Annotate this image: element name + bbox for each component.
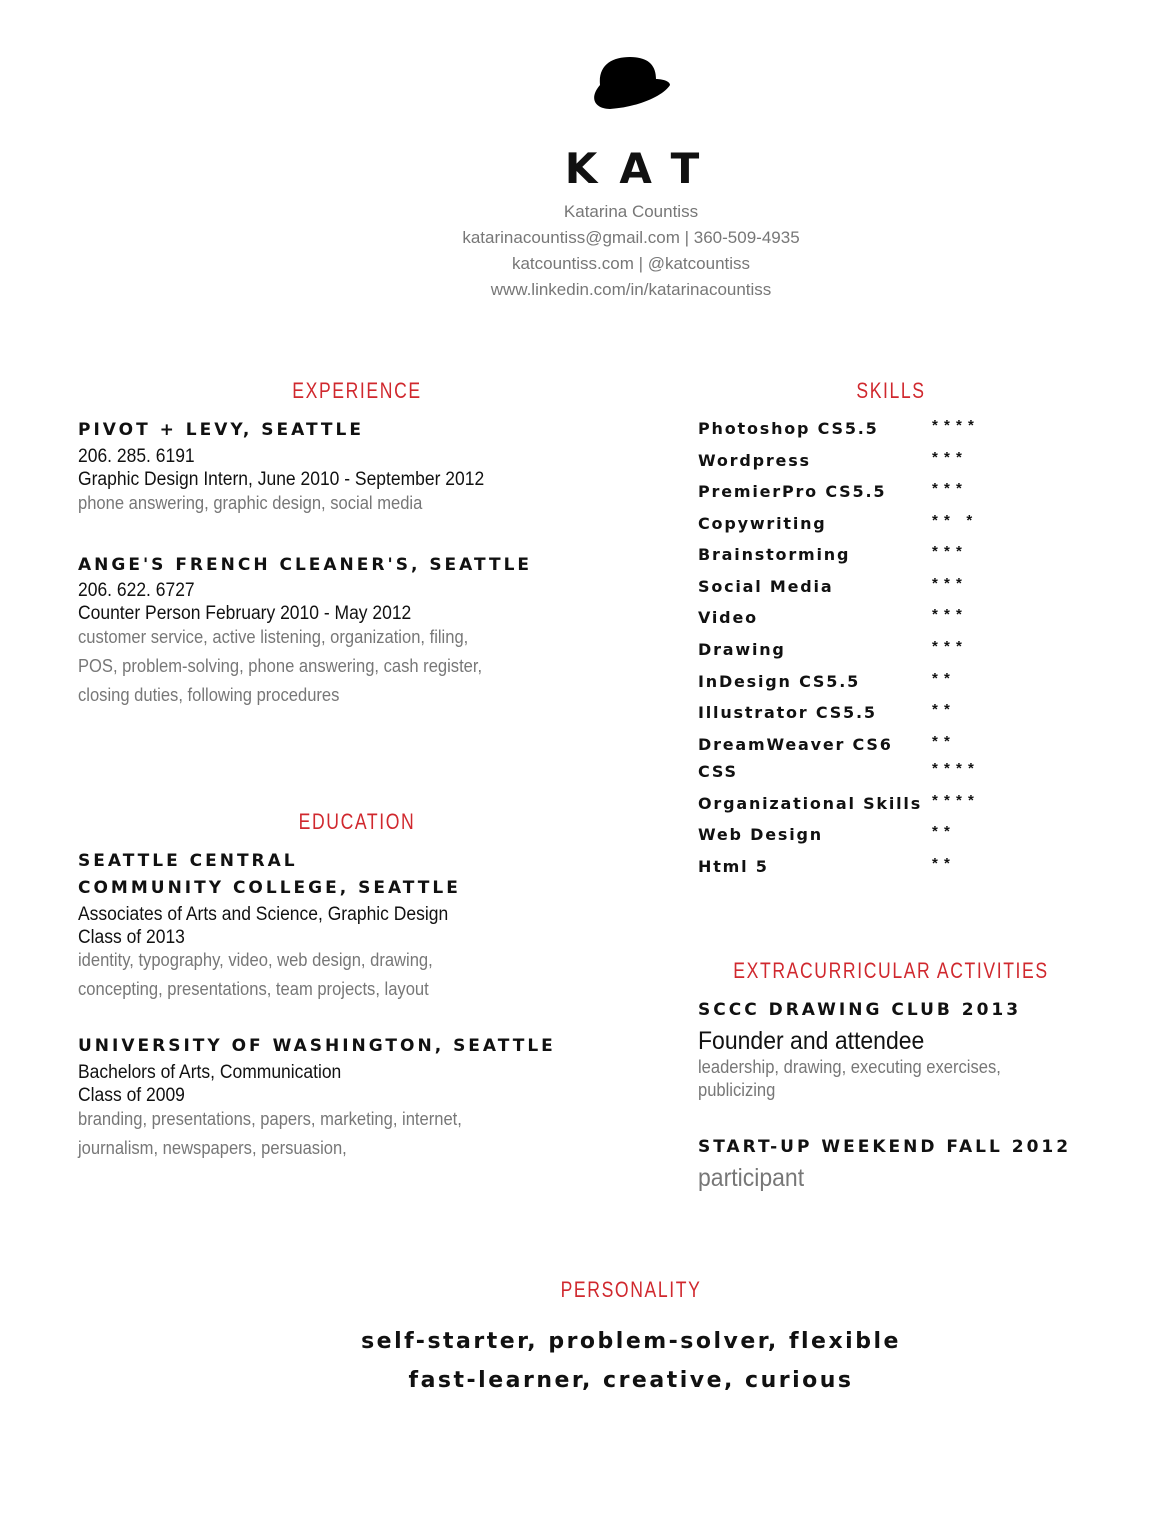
skill-rating-stars: * * * * [932, 417, 975, 434]
job-org: PIVOT + LEVY, SEATTLE [78, 420, 364, 440]
skill-rating-stars: * * [932, 855, 951, 872]
skill-rating-stars: * * [932, 823, 951, 840]
activity-role: Founder and attendee [698, 1027, 925, 1055]
skill-name: Video [698, 608, 758, 627]
skill-rating-stars: * * [932, 670, 951, 687]
activity-desc: publicizing [698, 1080, 776, 1100]
website-handle[interactable]: katcountiss.com | @katcountiss [511, 254, 751, 273]
skill-name: Web Design [698, 825, 823, 844]
job-org: ANGE'S FRENCH CLEANER'S, SEATTLE [78, 555, 533, 575]
personality-traits: fast-learner, creative, curious [408, 1368, 854, 1393]
skill-rating-stars: * * * [932, 638, 963, 655]
skill-name: PremierPro CS5.5 [698, 482, 887, 501]
job-role: Graphic Design Intern, June 2010 - September 2012 [78, 469, 485, 490]
skill-name: Social Media [698, 577, 834, 596]
skill-name: Html 5 [698, 857, 769, 876]
skill-rating-stars: * * [932, 701, 951, 718]
activity-role: participant [698, 1164, 805, 1192]
email-phone[interactable]: katarinacountiss@gmail.com | 360-509-4935 [462, 228, 800, 247]
school-degree: Bachelors of Arts, Communication [78, 1062, 342, 1083]
linkedin-link[interactable]: www.linkedin.com/in/katarinacountiss [490, 280, 772, 299]
job-role: Counter Person February 2010 - May 2012 [78, 603, 412, 624]
skill-name: InDesign CS5.5 [698, 672, 861, 691]
skills-heading: SKILLS [856, 378, 926, 403]
job-phone: 206. 285. 6191 [78, 446, 195, 467]
full-name: Katarina Countiss [563, 202, 699, 221]
skill-name: Illustrator CS5.5 [698, 703, 877, 722]
skill-name: CSS [698, 762, 738, 781]
personality-heading: PERSONALITY [560, 1277, 702, 1302]
school-desc: identity, typography, video, web design, drawing, [78, 950, 433, 970]
bowler-hat-logo-icon [590, 55, 672, 111]
experience-heading: EXPERIENCE [292, 378, 422, 403]
skill-name: DreamWeaver CS6 [698, 735, 893, 754]
school-degree: Associates of Arts and Science, Graphic Design [78, 904, 449, 925]
school-org: COMMUNITY COLLEGE, SEATTLE [78, 878, 461, 898]
job-desc: POS, problem-solving, phone answering, cash register, [78, 656, 483, 676]
job-phone: 206. 622. 6727 [78, 580, 195, 601]
skill-rating-stars: * * * * [932, 760, 975, 777]
skill-name: Drawing [698, 640, 786, 659]
skill-rating-stars: * * * [932, 575, 963, 592]
school-org: SEATTLE CENTRAL [78, 851, 298, 871]
skill-rating-stars: * * * [932, 606, 963, 623]
skill-name: Copywriting [698, 514, 827, 533]
skill-rating-stars: * * * [932, 512, 974, 529]
skill-name: Organizational Skills [698, 794, 923, 813]
skill-name: Brainstorming [698, 545, 851, 564]
extracurricular-heading: EXTRACURRICULAR ACTIVITIES [733, 958, 1049, 983]
activity-org: SCCC DRAWING CLUB 2013 [698, 1000, 1022, 1020]
skill-rating-stars: * * * [932, 480, 963, 497]
skill-rating-stars: * * * [932, 449, 963, 466]
skill-name: Wordpress [698, 451, 811, 470]
skill-rating-stars: * * [932, 733, 951, 750]
job-desc: closing duties, following procedures [78, 685, 340, 705]
personality-traits: self-starter, problem-solver, flexible [361, 1329, 901, 1354]
activity-desc: leadership, drawing, executing exercises, [698, 1057, 1001, 1077]
skill-rating-stars: * * * * [932, 792, 975, 809]
school-desc: concepting, presentations, team projects, layout [78, 979, 429, 999]
skill-rating-stars: * * * [932, 543, 963, 560]
school-desc: journalism, newspapers, persuasion, [78, 1138, 347, 1158]
school-class: Class of 2013 [78, 927, 185, 948]
activity-org: START-UP WEEKEND FALL 2012 [698, 1137, 1072, 1157]
skill-name: Photoshop CS5.5 [698, 419, 879, 438]
school-desc: branding, presentations, papers, marketing, internet, [78, 1109, 462, 1129]
school-org: UNIVERSITY OF WASHINGTON, SEATTLE [78, 1036, 556, 1056]
job-desc: customer service, active listening, organization, filing, [78, 627, 469, 647]
school-class: Class of 2009 [78, 1085, 185, 1106]
short-name: KAT [564, 144, 722, 193]
job-desc: phone answering, graphic design, social media [78, 493, 423, 513]
education-heading: EDUCATION [298, 809, 416, 834]
